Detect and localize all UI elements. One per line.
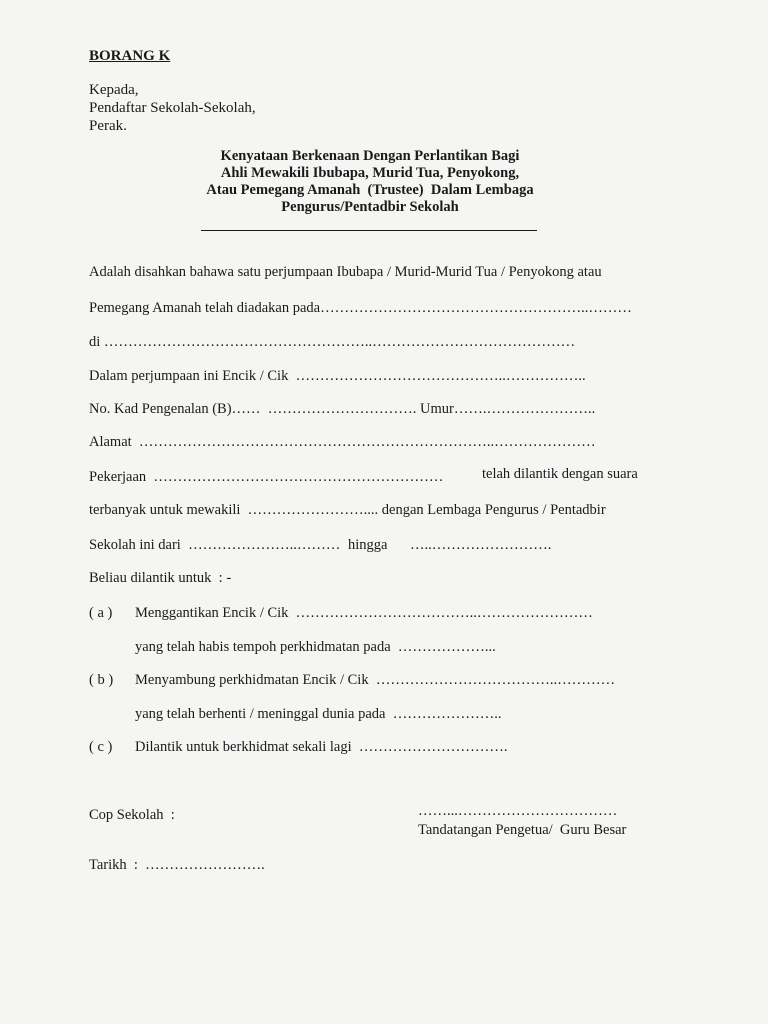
- body-line-1: Adalah disahkan bahawa satu perjumpaan Ibubapa / Murid-Murid Tua / Penyokong atau: [89, 264, 602, 280]
- body-line-9-mid: hingga: [348, 537, 388, 553]
- body-line-4: Dalam perjumpaan ini Encik / Cik ……………………………………..……………..: [89, 368, 586, 384]
- option-a-text: Menggantikan Encik / Cik ………………………………..……………………: [135, 605, 593, 621]
- signature-line: ……...……………………………: [418, 803, 618, 819]
- option-a-subtext: yang telah habis tempoh perkhidmatan pada ………………...: [135, 639, 496, 655]
- body-line-9: Sekolah ini dari …………………..………: [89, 537, 341, 553]
- body-line-7-end: telah dilantik dengan suara: [482, 466, 638, 482]
- recipient-line1: Pendaftar Sekolah-Sekolah,: [89, 100, 256, 116]
- recipient-line2: Perak.: [89, 118, 127, 134]
- heading-line4: Pengurus/Pentadbir Sekolah: [281, 199, 459, 215]
- option-b-text: Menyambung perkhidmatan Encik / Cik ………………………………..…………: [135, 672, 616, 688]
- recipient-greeting: Kepada,: [89, 82, 139, 98]
- option-b-marker: ( b ): [89, 672, 114, 688]
- body-line-9-end: …..…………………….: [410, 537, 552, 553]
- heading-line1: Kenyataan Berkenaan Dengan Perlantikan Bagi: [220, 148, 520, 164]
- form-title: BORANG K: [89, 48, 171, 64]
- body-line-8: terbanyak untuk mewakili …………………….... dengan Lembaga Pengurus / Pentadbir: [89, 502, 606, 518]
- heading-underline: [201, 230, 537, 231]
- option-c-text: Dilantik untuk berkhidmat sekali lagi ………………………….: [135, 739, 508, 755]
- body-line-6: Alamat ………………………………………………………………..…………………: [89, 434, 596, 450]
- body-line-7: Pekerjaan ……………………………………………………: [89, 469, 444, 485]
- option-a-marker: ( a ): [89, 605, 113, 621]
- signature-label: Tandatangan Pengetua/ Guru Besar: [418, 822, 627, 838]
- date-label: Tarikh : …………………….: [89, 857, 265, 873]
- body-line-3: di ………………………………………………..……………………………………: [89, 334, 576, 350]
- school-stamp-label: Cop Sekolah :: [89, 807, 175, 823]
- option-b-subtext: yang telah berhenti / meninggal dunia pada …………………..: [135, 706, 502, 722]
- option-c-marker: ( c ): [89, 739, 113, 755]
- body-line-10: Beliau dilantik untuk : -: [89, 570, 232, 586]
- heading-line3: Atau Pemegang Amanah (Trustee) Dalam Lembaga: [206, 182, 534, 198]
- body-line-5: No. Kad Pengenalan (B)…… …………………………. Umur…….…………………..: [89, 401, 596, 417]
- body-line-2: Pemegang Amanah telah diadakan pada………………………………………………..………: [89, 300, 632, 316]
- heading-line2: Ahli Mewakili Ibubapa, Murid Tua, Penyokong,: [220, 165, 520, 181]
